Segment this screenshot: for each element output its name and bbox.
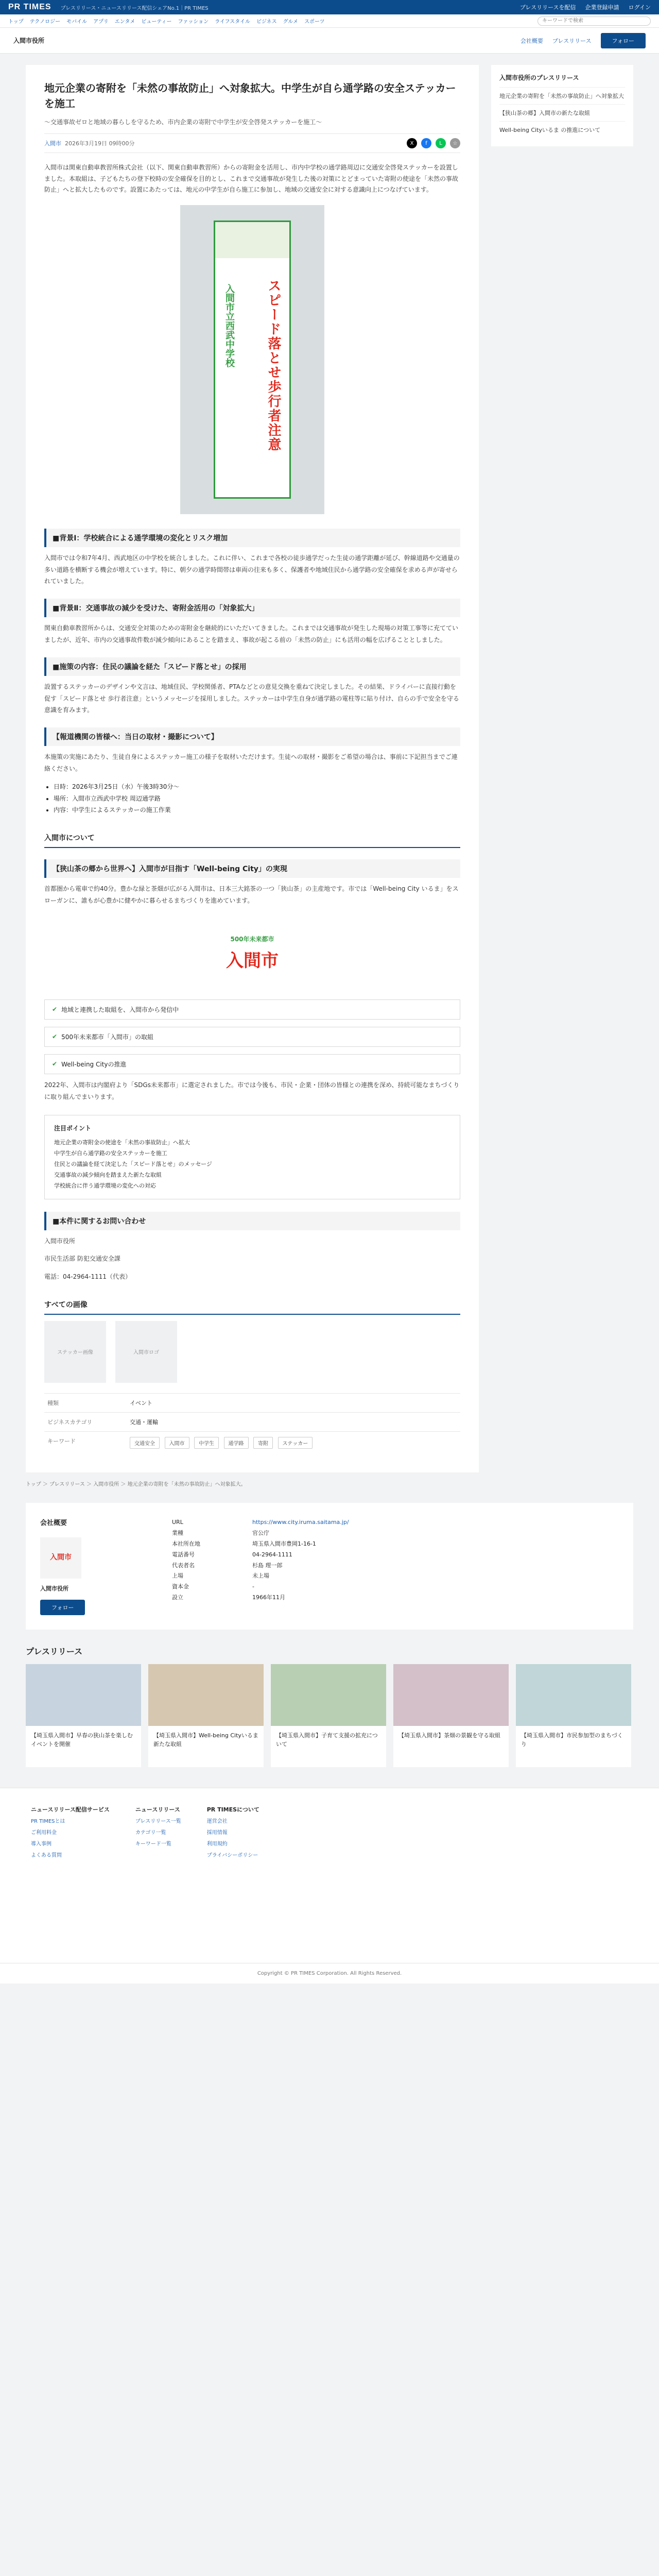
sidebar-release-list (491, 65, 633, 146)
article-meta (44, 133, 460, 153)
keyword-tag[interactable]: 中学生 (194, 1437, 219, 1449)
key-point-2: 中学生が自ら通学路の安全ステッカーを施工 (54, 1150, 167, 1157)
section-heading-3: ■施策の内容：住民の議論を経た「スピード落とせ」の採用 (44, 657, 460, 676)
about-body: 首都圏から電車で約40分。豊かな緑と茶畑が広がる入間市は、日本三大銘茶の一つ「狭山茶」の主産地です。市では「Well-being City いるま」をスローガンに、誰もが心豊かに健やかに暮らせるまちづくりを進めています。 (44, 885, 459, 904)
sticker-top-strip (215, 222, 289, 258)
footer-col-1 (31, 1804, 110, 1947)
key-point-3: 住民との議論を経て決定した「スピード落とせ」のメッセージ (54, 1160, 212, 1167)
company-labels-col (172, 1517, 234, 1615)
contact-line-2: 市民生活部 防犯交通安全課 (44, 1255, 120, 1263)
press-card-image (26, 1664, 141, 1726)
check-icon: ✔ (52, 1060, 58, 1068)
gallery-thumb-1[interactable]: ステッカー画像 (44, 1321, 106, 1383)
category-top[interactable]: トップ (8, 19, 24, 25)
event-content: • 内容：中学生によるステッカーの施工作業 (54, 804, 460, 816)
press-card-image (393, 1664, 509, 1726)
link-company-releases[interactable]: プレスリリース (552, 37, 592, 44)
bullet-text-3: Well-being Cityの推進 (61, 1060, 127, 1068)
press-card-image (516, 1664, 631, 1726)
sticker-red-text: スピード落とせ歩行者注意 (266, 278, 281, 452)
press-card[interactable] (516, 1664, 631, 1767)
company-follow-button[interactable]: フォロー (40, 1600, 85, 1615)
key-points-heading: 注目ポイント (54, 1125, 92, 1132)
footer-link[interactable]: 運営会社 (206, 1818, 228, 1824)
category-gourmet[interactable]: グルメ (283, 19, 299, 25)
article-lead: 入間市は関東自動車教習所株式会社（以下、関東自動車教習所）からの寄附金を活用し、市内中学校の通学路周辺に交通安全啓発ステッカーを設置しました。本取組は、子どもたちの登下校時の安全確保を目的とし、これまで交通事故が発生した後の対策にとどまっていた寄附の使途を「未然の事故防止」へと拡大したものです。設置にあたっては、地元の中学生が自ら施工に参加し、地域の交通安全に対する意識向上につなげています。 (44, 164, 459, 194)
event-info-list (44, 781, 460, 816)
pr-times-logo[interactable]: PR TIMES (8, 3, 51, 11)
link-company-profile[interactable]: 会社概要 (520, 37, 543, 44)
bookmark-icon[interactable]: ☆ (450, 138, 460, 148)
company-label: 上場 (172, 1572, 183, 1580)
company-profile-name[interactable]: 入間市役所 (40, 1585, 68, 1592)
copyright: Copyright © PR TIMES Corporation. All Rights Reserved. (0, 1963, 659, 1984)
press-card-list (26, 1664, 633, 1767)
bullet-box-1 (44, 999, 460, 1020)
press-card[interactable] (148, 1664, 264, 1767)
category-lifestyle[interactable]: ライフスタイル (215, 19, 250, 25)
site-tagline: プレスリリース・ニュースリリース配信シェアNo.1｜PR TIMES (60, 5, 209, 11)
meta-key: キーワード (44, 1431, 127, 1457)
company-label: 電話番号 (172, 1551, 195, 1558)
company-name[interactable]: 入間市役所 (13, 37, 45, 44)
key-points-box (44, 1115, 460, 1199)
company-subheader (0, 28, 659, 54)
company-id-col (40, 1517, 153, 1615)
category-entertainment[interactable]: エンタメ (114, 19, 135, 25)
footer-heading: ニュースリリース配信サービス (31, 1806, 110, 1813)
company-url-link[interactable]: https://www.city.iruma.saitama.jp/ (252, 1518, 349, 1526)
section-body-4: 本施策の実施にあたり、生徒自身によるステッカー施工の様子を取材いただけます。生徒への取材・撮影をご希望の場合は、事前に下記担当までご連絡ください。 (44, 753, 458, 772)
facebook-share-icon[interactable]: f (421, 138, 431, 148)
section-heading-4: 【報道機関の皆様へ：当日の取材・撮影について】 (44, 727, 460, 746)
contact-line-1: 入間市役所 (44, 1237, 76, 1245)
company-logo: 入間市 (40, 1537, 81, 1579)
keyword-tag[interactable]: 交通安全 (130, 1437, 160, 1449)
share-buttons (407, 138, 460, 148)
category-sports[interactable]: スポーツ (304, 19, 325, 25)
company-value: 杉島 理一郎 (252, 1562, 283, 1569)
table-row (44, 1412, 460, 1431)
footer-heading: ニュースリリース (135, 1806, 180, 1813)
section-heading-1: ■背景Ⅰ：学校統合による通学環境の変化とリスク増加 (44, 529, 460, 547)
article-subtitle: 〜交通事故ゼロと地域の暮らしを守るため、市内企業の寄附で中学生が安全啓発ステッカーを施工〜 (44, 118, 322, 126)
table-row (44, 1431, 460, 1457)
section-body-2: 関東自動車教習所からは、交通安全対策のための寄附金を継続的にいただいてきました。これまでは交通事故が発生した現場の対策工事等に充てていましたが、近年、市内の交通事故件数が減少傾向にあることを踏まえ、事故が起こる前の「未然の防止」にも活用の幅を広げることとしました。 (44, 624, 459, 643)
sticker-green-text: 入間市立西武中学校 (224, 283, 235, 367)
footer-col-3 (207, 1804, 259, 1947)
line-share-icon[interactable]: L (436, 138, 446, 148)
keyword-tags (127, 1431, 460, 1457)
key-point-1: 地元企業の寄附金の使途を「未然の事故防止」へ拡大 (54, 1139, 190, 1146)
category-beauty[interactable]: ビューティー (141, 19, 172, 25)
table-row (44, 1393, 460, 1412)
article-column (26, 65, 479, 1472)
footer-link[interactable]: よくある質問 (31, 1852, 62, 1858)
publish-date: 2026年3月19日 09時00分 (65, 140, 135, 147)
iruma-city-logo (201, 917, 304, 989)
press-card-image (148, 1664, 264, 1726)
company-label: 資本金 (172, 1583, 189, 1590)
article-title: 地元企業の寄附を「未然の事故防止」へ対象拡大。中学生が自ら通学路の安全ステッカーを施工 (44, 82, 456, 110)
category-app[interactable]: アプリ (93, 19, 109, 25)
link-company-register[interactable]: 企業登録申請 (585, 4, 619, 11)
follow-button[interactable]: フォロー (601, 33, 646, 48)
company-section-title: 会社概要 (40, 1519, 67, 1527)
footer-link[interactable]: PR TIMESとは (31, 1818, 65, 1824)
gallery-thumb-2[interactable]: 入間市ロゴ (115, 1321, 177, 1383)
sidebar (491, 65, 633, 1472)
company-label: 設立 (172, 1594, 183, 1601)
sidebar-item[interactable]: Well-being Cityいるま の推進について (499, 121, 625, 138)
company-profile-section (26, 1503, 633, 1630)
footer-link[interactable]: プレスリリース一覧 (135, 1818, 181, 1824)
keyword-tag[interactable]: 寄附 (253, 1437, 273, 1449)
press-card-image (271, 1664, 386, 1726)
company-value: - (252, 1583, 254, 1590)
footer-col-2 (135, 1804, 181, 1947)
meta-key: 種類 (44, 1393, 127, 1412)
footer-link[interactable]: ご利用料金 (31, 1829, 57, 1836)
city-logo-mark: 500年未来都市 (230, 935, 274, 943)
company-label: URL (172, 1518, 183, 1526)
press-card-title: 【埼玉県入間市】早春の狭山茶を楽しむイベントを開催 (31, 1732, 133, 1748)
sticker-photo[interactable] (180, 205, 324, 514)
press-card-title: 【埼玉県入間市】Well-being Cityいるま 新たな取組 (153, 1732, 258, 1748)
key-point-5: 学校統合に伴う通学環境の変化への対応 (54, 1182, 156, 1189)
bullet-box-2 (44, 1027, 460, 1047)
footer-link[interactable]: カテゴリ一覧 (135, 1829, 166, 1836)
company-value: 04-2964-1111 (252, 1551, 292, 1558)
footer-link[interactable]: キーワード一覧 (135, 1841, 171, 1847)
top-navigation-bar (0, 0, 659, 14)
event-datetime: • 日時：2026年3月25日（水）午後3時30分〜 (54, 781, 460, 793)
category-business[interactable]: ビジネス (256, 19, 277, 25)
publisher-link[interactable]: 入間市 (44, 140, 61, 147)
contact-line-3: 電話：04-2964-1111（代表） (44, 1273, 132, 1281)
sidebar-item[interactable]: 【狭山茶の郷】入間市の新たな取組 (499, 104, 625, 121)
category-fashion[interactable]: ファッション (178, 19, 209, 25)
gallery-heading: すべての画像 (44, 1295, 460, 1315)
footer-link[interactable]: 利用規約 (206, 1841, 228, 1847)
keyword-tag[interactable]: 入間市 (165, 1437, 189, 1449)
bullet-box-3 (44, 1054, 460, 1074)
company-value: 埼玉県入間市豊岡1-16-1 (252, 1540, 316, 1547)
meta-value[interactable]: 交通・運輸 (127, 1412, 460, 1431)
keyword-tag[interactable]: 通学路 (224, 1437, 249, 1449)
meta-value[interactable]: イベント (127, 1393, 460, 1412)
event-place: • 場所：入間市立西武中学校 周辺通学路 (54, 793, 460, 805)
key-point-4: 交通事故の減少傾向を踏まえた新たな取組 (54, 1171, 162, 1178)
link-send-release[interactable]: プレスリリースを配信 (519, 4, 576, 11)
category-mobile[interactable]: モバイル (66, 19, 88, 25)
sidebar-heading: 入間市役所のプレスリリース (499, 74, 579, 81)
x-share-icon[interactable]: X (407, 138, 417, 148)
content-wrapper (26, 65, 633, 1472)
press-card-title: 【埼玉県入間市】市民参加型のまちづくり (521, 1732, 623, 1748)
check-icon: ✔ (52, 1033, 58, 1041)
company-label: 代表者名 (172, 1562, 195, 1569)
company-values-col (252, 1517, 458, 1615)
about-more: 2022年、入間市は内閣府より「SDGs未来都市」に選定されました。市では今後も、市民・企業・団体の皆様との連携を深め、持続可能なまちづくりに取り組んでまいります。 (44, 1081, 460, 1100)
category-bar (0, 14, 659, 28)
site-footer (0, 1788, 659, 1963)
article-card (26, 65, 479, 1472)
footer-link[interactable]: 導入事例 (31, 1841, 51, 1847)
release-meta-table (44, 1393, 460, 1457)
company-value: 未上場 (252, 1572, 269, 1580)
keyword-tag[interactable]: ステッカー (278, 1437, 313, 1449)
section-body-1: 入間市では令和7年4月、西武地区の中学校を統合しました。これに伴い、これまで各校の徒歩通学だった生徒の通学距離が延び、幹線道路や交通量の多い道路を横断する機会が増えています。特に、朝夕の通学時間帯は車両の往来も多く、保護者や地域住民から通学路の安全確保を求める声が寄せられていました。 (44, 554, 460, 585)
press-card[interactable] (26, 1664, 141, 1767)
bullet-text-2: 500年未来都市「入間市」の取組 (61, 1033, 153, 1041)
press-card[interactable] (271, 1664, 386, 1767)
city-logo-name: 入間市 (226, 950, 279, 971)
company-label: 業種 (172, 1529, 183, 1536)
related-press-section (26, 1645, 633, 1767)
check-icon: ✔ (52, 1006, 58, 1013)
sidebar-item[interactable]: 地元企業の寄附を「未然の事故防止」へ対象拡大 (499, 87, 625, 104)
footer-link[interactable]: 採用情報 (206, 1829, 228, 1836)
press-heading: プレスリリース (26, 1646, 83, 1656)
search-input[interactable] (537, 16, 651, 26)
footer-link[interactable]: プライバシーポリシー (206, 1852, 258, 1858)
breadcrumb[interactable]: トップ ＞ プレスリリース ＞ 入間市役所 ＞ 地元企業の寄附を「未然の事故防止」へ対象拡大。 (26, 1481, 246, 1487)
company-label: 本社所在地 (172, 1540, 200, 1547)
category-tech[interactable]: テクノロジー (29, 19, 61, 25)
image-gallery (44, 1321, 460, 1383)
bullet-text-1: 地域と連携した取組を、入間市から発信中 (61, 1006, 179, 1013)
press-card-title: 【埼玉県入間市】茶畑の景観を守る取組 (398, 1732, 500, 1739)
press-card[interactable] (393, 1664, 509, 1767)
footer-heading: PR TIMESについて (206, 1806, 259, 1813)
section-body-3: 設置するステッカーのデザインや文言は、地域住民、学校関係者、PTAなどとの意見交換を重ねて決定しました。その結果、ドライバーに直接行動を促す「スピード落とせ 歩行者注意」というメッセージを採用しました。ステッカーは中学生自身が通学路の電柱等に貼り付け、自らの手で安全を守る意識を育みます。 (44, 683, 459, 714)
company-value: 1966年11月 (252, 1594, 285, 1601)
link-login[interactable]: ログイン (628, 4, 651, 11)
contact-heading: ■本件に関するお問い合わせ (44, 1212, 460, 1230)
press-card-title: 【埼玉県入間市】子育て支援の拡充について (276, 1732, 378, 1748)
section-heading-2: ■背景Ⅱ：交通事故の減少を受けた、寄附金活用の「対象拡大」 (44, 599, 460, 617)
safety-sticker (214, 221, 291, 499)
about-heading: 入間市について (44, 828, 460, 848)
about-subheading: 【狭山茶の郷から世界へ】入間市が目指す「Well-being City」の実現 (44, 859, 460, 878)
company-value: 官公庁 (252, 1529, 269, 1536)
meta-key: ビジネスカテゴリ (44, 1412, 127, 1431)
